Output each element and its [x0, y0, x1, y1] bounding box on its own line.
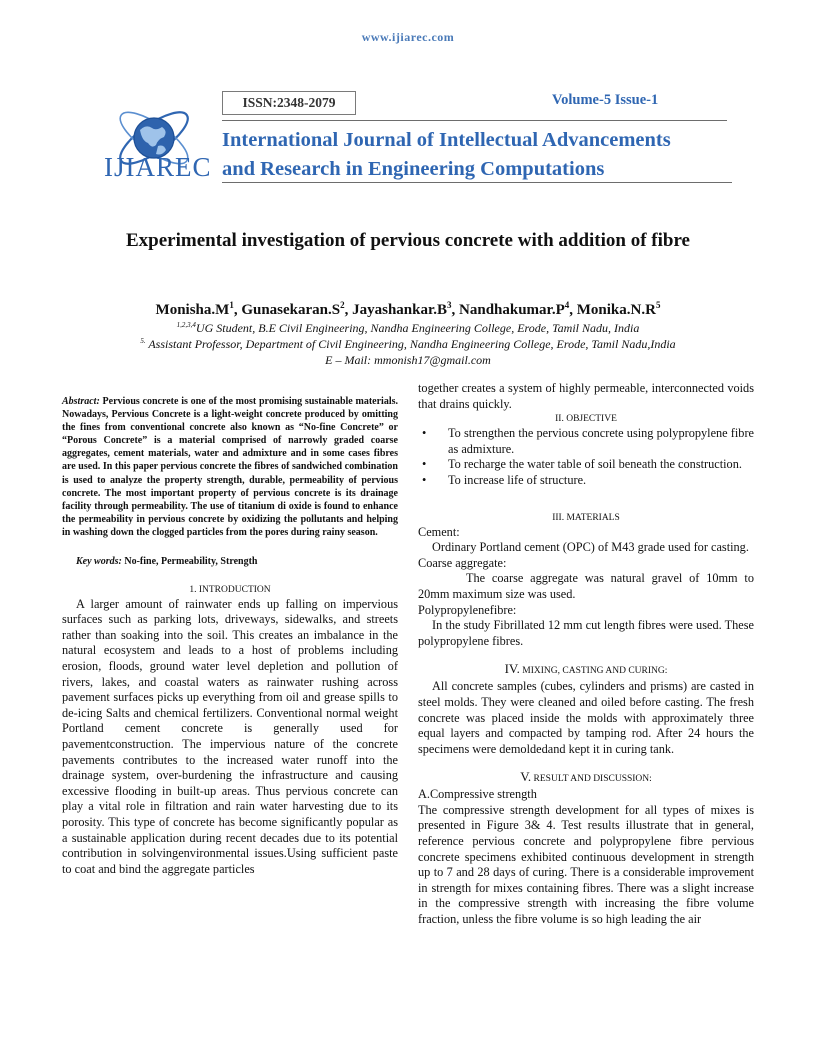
- author: Nandhakumar.P: [459, 302, 565, 318]
- author: Jayashankar.B: [352, 302, 448, 318]
- intro-continued: together creates a system of highly permeable, interconnected voids that drains quickly.: [418, 381, 754, 411]
- journal-name-line1: International Journal of Intellectual Advancements: [222, 129, 671, 151]
- logo-text: IJIAREC: [104, 152, 212, 182]
- list-item: • To strengthen the pervious concrete using polypropylene fibre as admixture.: [418, 426, 754, 457]
- affiliation-sup: 1,2,3,4: [176, 321, 196, 329]
- mixing-heading: [418, 661, 754, 679]
- author-sup: 4: [564, 300, 570, 310]
- poly-label: Polypropylenefibre:: [418, 602, 517, 617]
- author-sup: 3: [447, 300, 452, 310]
- intro-heading: 1. INTRODUCTION: [189, 584, 271, 595]
- objective-list: [418, 426, 754, 488]
- journal-url[interactable]: www.ijiarec.com: [361, 30, 455, 44]
- list-item: • To recharge the water table of soil beneath the construction.: [418, 457, 754, 473]
- keywords-text: No-fine, Permeability, Strength: [121, 556, 258, 568]
- result-heading: [418, 769, 754, 787]
- author: Monika.N.R: [576, 302, 656, 318]
- list-item: • To increase life of structure.: [418, 473, 754, 489]
- left-column: [62, 395, 398, 877]
- author-list: $Monisha.M^1$, $Gunasekaran.S^2$, $Jayashankar.B^3$, $Nandhakumar.P^4$, $Monika.N.R^5$: [155, 300, 661, 318]
- mixing-heading-num: IV.: [504, 661, 520, 677]
- author-sup: 5: [655, 300, 661, 310]
- compressive-label: A.Compressive strength: [418, 787, 537, 802]
- abstract-label: Abstract:: [62, 396, 100, 407]
- keywords: [62, 554, 398, 570]
- affiliation-students: [0, 321, 816, 336]
- affiliation-professor: [0, 337, 816, 352]
- volume-issue: Volume-5 Issue-1: [552, 92, 659, 108]
- intro-paragraph: A larger amount of rainwater ends up falling on impervious surfaces such as parking lots, driveways, sidewalks, and streets rather than soaking into the soil. This creates an imbalance in the natural ecosystem and leads to a host of problems including erosion, floods, ground water level depletion and pollution of rivers, lakes, and coastal waters as rainwater rushing across pavement surfaces picks up everything from oil and grease spills to de-icing Salts and chemical fertilizers. Conventional normal weight Portland cement concrete is generally used for pavementconstruction. The impervious nature of the concrete pavements contributes to the increased water runoff into the drainage system, over-burdening the infrastructure and causing excessive flooding in built-up areas. Thus pervious concrete can play a vital role in filtration and rain water harvesting due to its porosity. This type of concrete has become significantly popular as a sustainable application during recent decades due to its potential contribution in solvingenvironmental issues.Using sufficient paste to coat and bind the aggregate particles: [62, 596, 398, 876]
- author: Gunasekaran.S: [241, 302, 341, 318]
- compressive-text: The compressive strength development for all types of mixes is presented in Figure 3& 4. Test results illustrate that in general, reference pervious concrete and polypropylene fibre pervious concrete specimens exhibited continuous development in strength up to 7 and 28 days of curing. There is a considerable improvement in strength for mixes containing fibres. There was a slight increase in the compressive strength with increasing the fibre volume fraction, unless the fibre volume is so high leading the air: [418, 802, 754, 927]
- author-sup: 2: [340, 300, 345, 310]
- objective-heading: II. OBJECTIVE: [555, 414, 617, 425]
- paper-title: Experimental investigation of pervious concrete with addition of fibre: [126, 230, 690, 251]
- abstract-text: Pervious concrete is one of the most promising sustainable materials. Nowadays, Pervious Concrete is a light-weight concrete produced by omitting the fines from conventional concrete also known as “No-fine Concrete” or “Porous Concrete” is a material comprised of narrowly graded coarse aggregates, cement materials, water and admixture and in some cases fibres are used. In this paper pervious concrete the fibres of sandwiched combination is used to analyze the property strength, durable, permeability of pervious concrete. The most important property of pervious concrete is its drainage facility through permeability. The use of titanium di oxide is found to enhance the permeability in pervious concrete by oxidizing the pollutants and helping in washing down the clogged particles from the pores during rainy season.: [62, 396, 398, 538]
- author-sup: 1: [229, 300, 234, 310]
- affiliation-sup: 5.: [140, 337, 146, 345]
- issn-box: ISSN:2348-2079: [222, 91, 356, 115]
- abstract: [62, 395, 398, 539]
- journal-name: [222, 126, 671, 184]
- right-column: [418, 381, 754, 928]
- result-heading-num: V.: [520, 769, 532, 785]
- poly-text: In the study Fibrillated 12 mm cut length fibres were used. These polypropylene fibres.: [418, 618, 754, 648]
- coarse-text: The coarse aggregate was natural gravel of 10mm to 20mm maximum size was used.: [418, 571, 754, 601]
- affiliation-text: UG Student, B.E Civil Engineering, Nandha Engineering College, Erode, Tamil Nadu, India: [195, 321, 640, 335]
- journal-name-line2: and Research in Engineering Computations: [222, 158, 605, 180]
- cement-text: Ordinary Portland cement (OPC) of M43 grade used for casting.: [432, 540, 749, 555]
- affiliation-text: Assistant Professor, Department of Civil Engineering, Nandha Engineering College, Erode, Tamil Nadu,India: [145, 337, 676, 351]
- mixing-text: All concrete samples (cubes, cylinders and prisms) are casted in steel molds. They were cleaned and oiled before casting. The fresh concrete was placed inside the molds with approximately three equal layers and compacted by tamping rod. After 24 hours the specimens were demoldedand kept it in curing tank.: [418, 679, 754, 756]
- mixing-heading-text: MIXING, CASTING AND CURING:: [519, 666, 668, 677]
- coarse-label: Coarse aggregate:: [418, 555, 507, 570]
- header-rule-top: [222, 120, 727, 121]
- author: Monisha.M: [155, 302, 230, 318]
- email[interactable]: E – Mail: mmonish17@gmail.com: [325, 353, 491, 367]
- keywords-label: Key words:: [76, 556, 122, 568]
- materials-heading: III. MATERIALS: [552, 512, 620, 523]
- cement-label: Cement:: [418, 524, 460, 539]
- header-rule-bottom: [222, 182, 732, 183]
- result-heading-text: RESULT AND DISCUSSION:: [531, 774, 652, 785]
